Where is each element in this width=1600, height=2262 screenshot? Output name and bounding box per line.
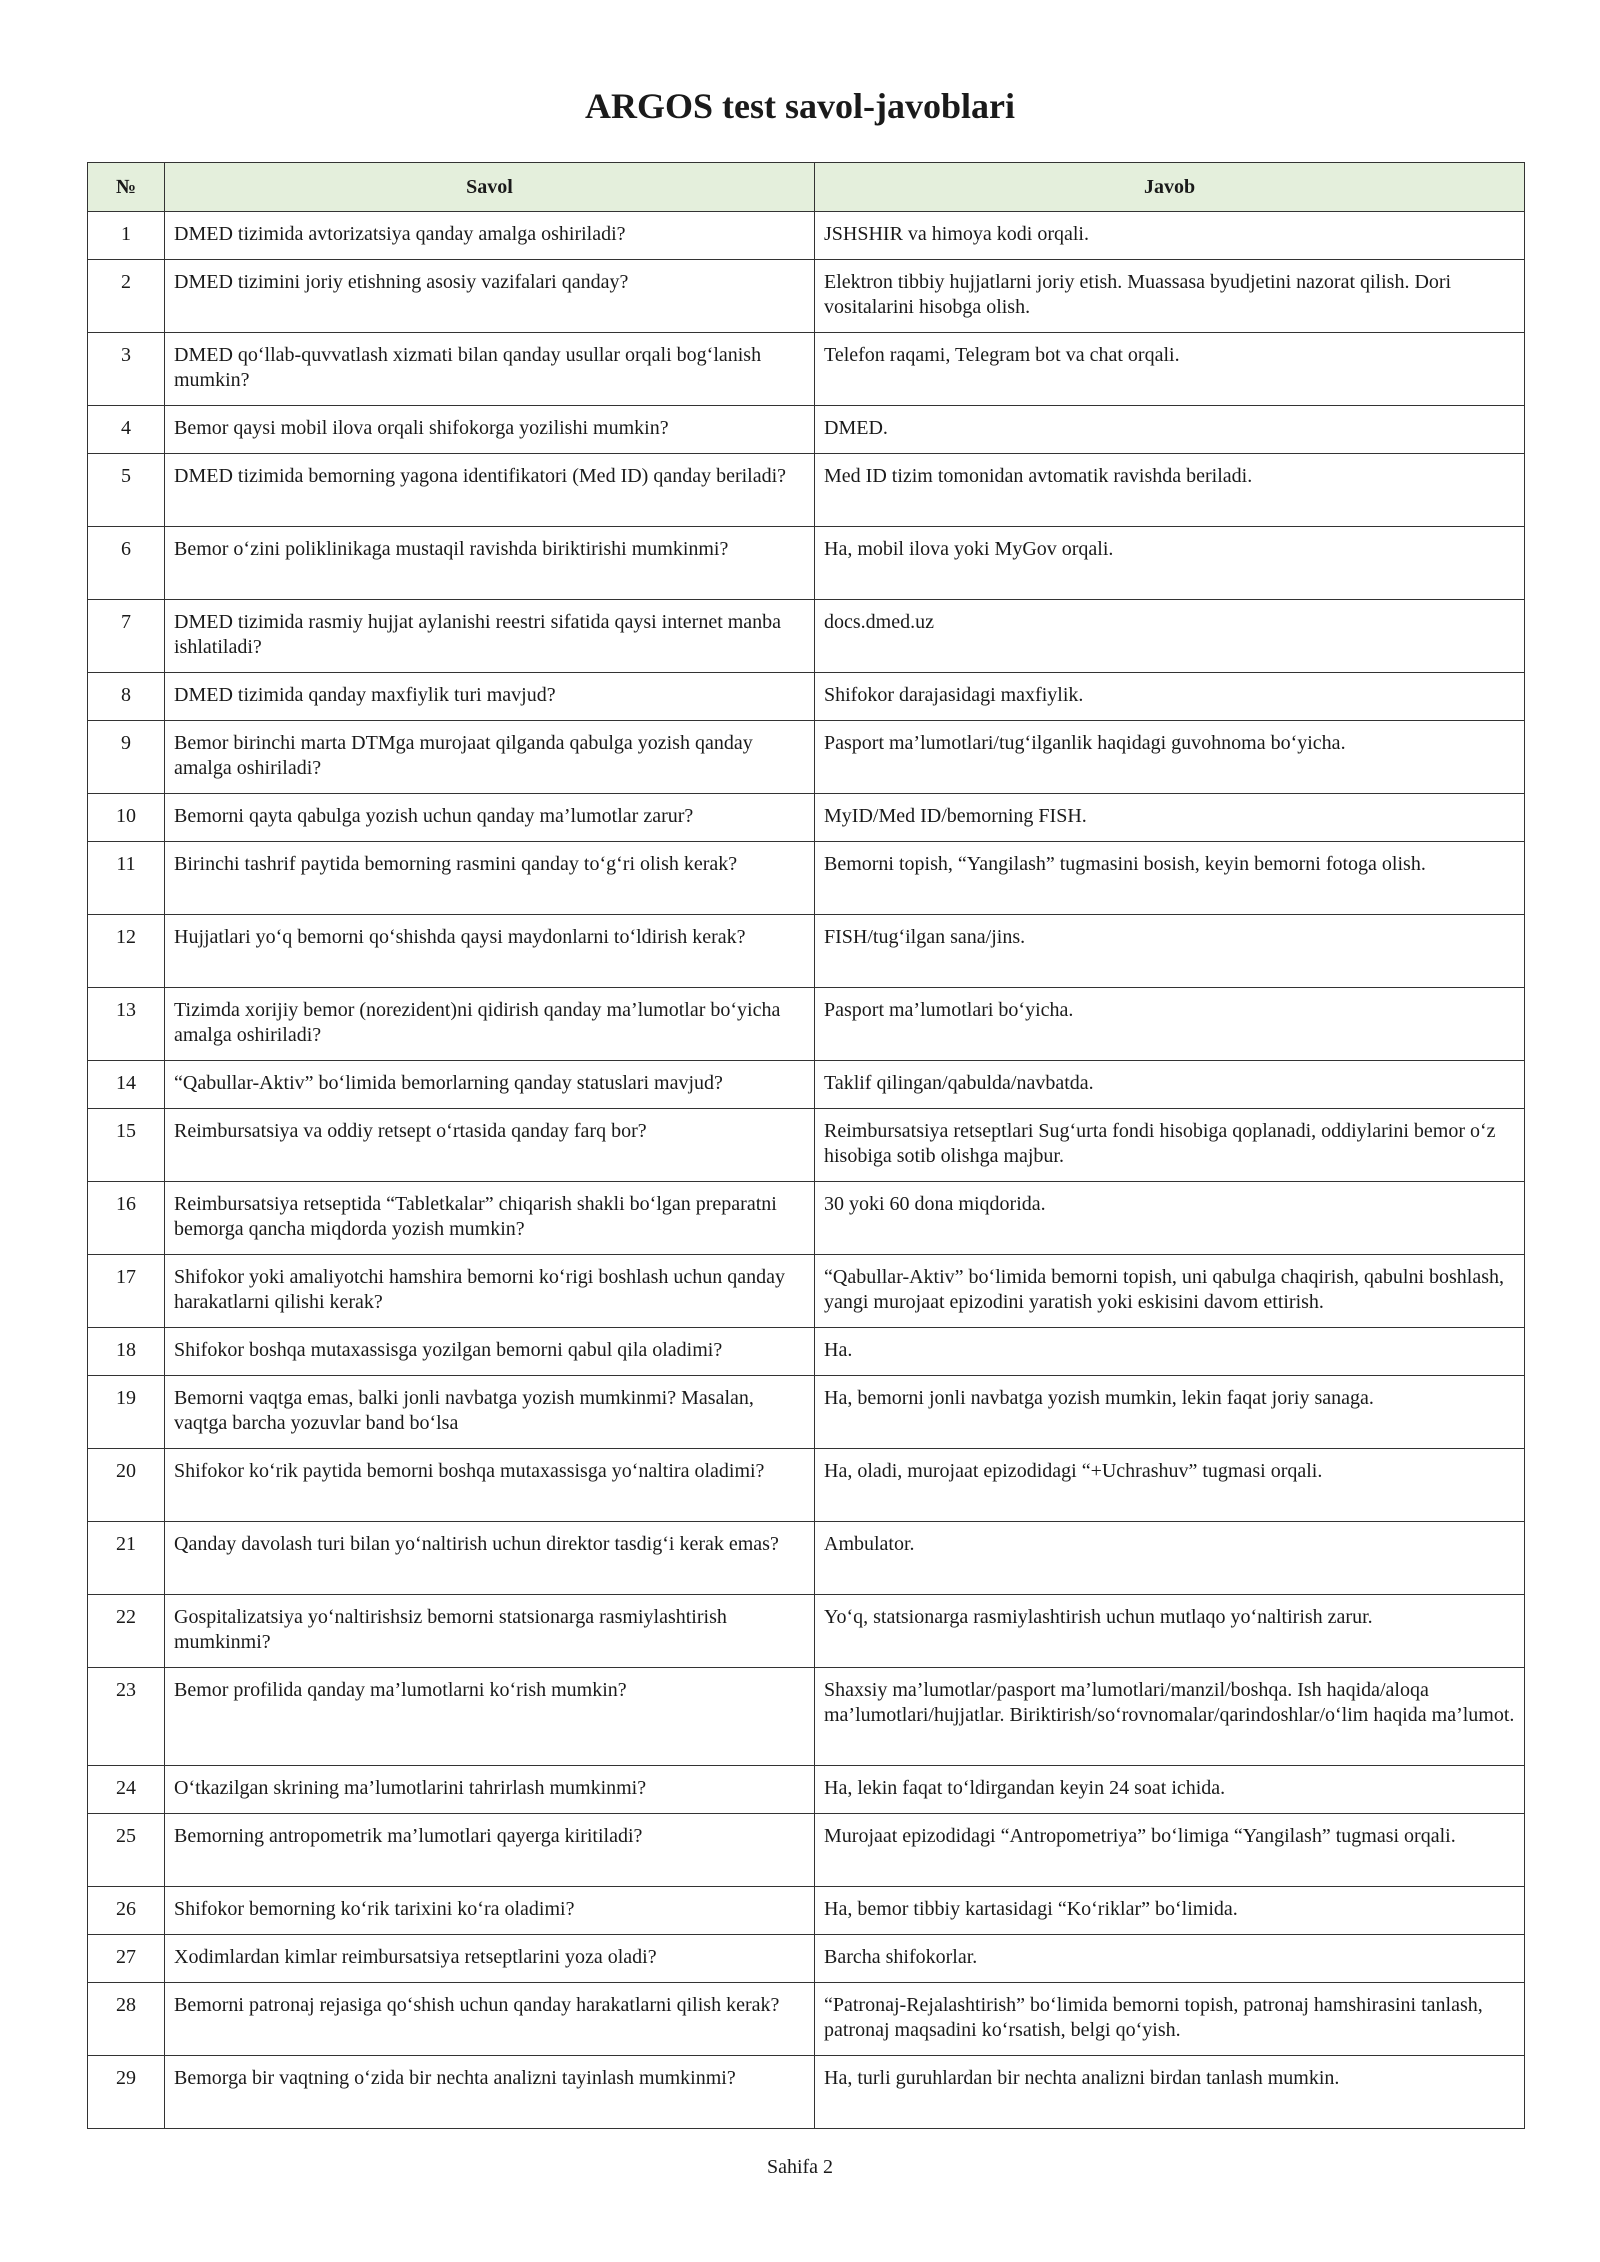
question-cell: Qanday davolash turi bilan yo‘naltirish uchun direktor tasdig‘i kerak emas? (165, 1522, 815, 1595)
question-cell: Bemorga bir vaqtning o‘zida bir nechta analizni tayinlash mumkinmi? (165, 2056, 815, 2129)
answer-cell: MyID/Med ID/bemorning FISH. (815, 794, 1525, 842)
question-cell: Shifokor yoki amaliyotchi hamshira bemorni ko‘rigi boshlash uchun qanday harakatlarni qilishi kerak? (165, 1255, 815, 1328)
table-row (88, 1887, 1525, 1935)
row-number: 24 (88, 1766, 165, 1814)
table-row (88, 406, 1525, 454)
row-number: 25 (88, 1814, 165, 1887)
question-cell: Hujjatlari yo‘q bemorni qo‘shishda qaysi maydonlarni to‘ldirish kerak? (165, 915, 815, 988)
answer-cell: “Qabullar-Aktiv” bo‘limida bemorni topish, uni qabulga chaqirish, qabulni boshlash, yangi murojaat epizodini yaratish yoki eskisini davom ettirish. (815, 1255, 1525, 1328)
answer-cell: Ha, bemor tibbiy kartasidagi “Ko‘riklar” bo‘limida. (815, 1887, 1525, 1935)
answer-cell: Ha, bemorni jonli navbatga yozish mumkin, lekin faqat joriy sanaga. (815, 1376, 1525, 1449)
question-cell: Shifokor ko‘rik paytida bemorni boshqa mutaxassisga yo‘naltira oladimi? (165, 1449, 815, 1522)
question-cell: DMED qo‘llab-quvvatlash xizmati bilan qanday usullar orqali bog‘lanish mumkin? (165, 333, 815, 406)
row-number: 8 (88, 673, 165, 721)
row-number: 22 (88, 1595, 165, 1668)
answer-cell: Med ID tizim tomonidan avtomatik ravishda beriladi. (815, 454, 1525, 527)
answer-cell: Pasport ma’lumotlari/tug‘ilganlik haqidagi guvohnoma bo‘yicha. (815, 721, 1525, 794)
table-row (88, 842, 1525, 915)
answer-cell: Barcha shifokorlar. (815, 1935, 1525, 1983)
table-row (88, 1668, 1525, 1766)
table-row (88, 260, 1525, 333)
table-row (88, 1522, 1525, 1595)
question-cell: Gospitalizatsiya yo‘naltirishsiz bemorni statsionarga rasmiylashtirish mumkinmi? (165, 1595, 815, 1668)
question-cell: Shifokor bemorning ko‘rik tarixini ko‘ra oladimi? (165, 1887, 815, 1935)
table-header-row (88, 163, 1525, 212)
row-number: 14 (88, 1061, 165, 1109)
row-number: 16 (88, 1182, 165, 1255)
row-number: 29 (88, 2056, 165, 2129)
question-cell: Bemorni vaqtga emas, balki jonli navbatga yozish mumkinmi? Masalan, vaqtga barcha yozuvlar band bo‘lsa (165, 1376, 815, 1449)
question-cell: DMED tizimini joriy etishning asosiy vazifalari qanday? (165, 260, 815, 333)
table-row (88, 1376, 1525, 1449)
row-number: 19 (88, 1376, 165, 1449)
table-row (88, 1061, 1525, 1109)
question-cell: Bemor qaysi mobil ilova orqali shifokorga yozilishi mumkin? (165, 406, 815, 454)
row-number: 13 (88, 988, 165, 1061)
row-number: 23 (88, 1668, 165, 1766)
answer-cell: DMED. (815, 406, 1525, 454)
question-cell: O‘tkazilgan skrining ma’lumotlarini tahrirlash mumkinmi? (165, 1766, 815, 1814)
table-row (88, 1766, 1525, 1814)
row-number: 17 (88, 1255, 165, 1328)
answer-cell: Ha, mobil ilova yoki MyGov orqali. (815, 527, 1525, 600)
answer-cell: Ha. (815, 1328, 1525, 1376)
question-cell: Shifokor boshqa mutaxassisga yozilgan bemorni qabul qila oladimi? (165, 1328, 815, 1376)
answer-cell: “Patronaj-Rejalashtirish” bo‘limida bemorni topish, patronaj hamshirasini tanlash, patronaj maqsadini ko‘rsatish, belgi qo‘yish. (815, 1983, 1525, 2056)
table-row (88, 915, 1525, 988)
table-row (88, 988, 1525, 1061)
row-number: 21 (88, 1522, 165, 1595)
table-row (88, 212, 1525, 260)
question-cell: Xodimlardan kimlar reimbursatsiya retseptlarini yoza oladi? (165, 1935, 815, 1983)
row-number: 26 (88, 1887, 165, 1935)
row-number: 28 (88, 1983, 165, 2056)
row-number: 20 (88, 1449, 165, 1522)
answer-cell: JSHSHIR va himoya kodi orqali. (815, 212, 1525, 260)
row-number: 3 (88, 333, 165, 406)
table-row (88, 1328, 1525, 1376)
column-header-number: № (88, 163, 165, 212)
table-row (88, 1109, 1525, 1182)
table-row (88, 527, 1525, 600)
question-cell: Tizimda xorijiy bemor (norezident)ni qidirish qanday ma’lumotlar bo‘yicha amalga oshiriladi? (165, 988, 815, 1061)
table-row (88, 794, 1525, 842)
table-row (88, 1814, 1525, 1887)
qa-table (87, 162, 1525, 2129)
table-row (88, 721, 1525, 794)
row-number: 10 (88, 794, 165, 842)
answer-cell: Reimbursatsiya retseptlari Sug‘urta fondi hisobiga qoplanadi, oddiylarini bemor o‘z hisobiga sotib olishga majbur. (815, 1109, 1525, 1182)
table-row (88, 673, 1525, 721)
row-number: 7 (88, 600, 165, 673)
table-row (88, 1449, 1525, 1522)
question-cell: “Qabullar-Aktiv” bo‘limida bemorlarning qanday statuslari mavjud? (165, 1061, 815, 1109)
answer-cell: Pasport ma’lumotlari bo‘yicha. (815, 988, 1525, 1061)
question-cell: Bemor birinchi marta DTMga murojaat qilganda qabulga yozish qanday amalga oshiriladi? (165, 721, 815, 794)
question-cell: Reimbursatsiya va oddiy retsept o‘rtasida qanday farq bor? (165, 1109, 815, 1182)
row-number: 9 (88, 721, 165, 794)
question-cell: Bemor profilida qanday ma’lumotlarni ko‘rish mumkin? (165, 1668, 815, 1766)
row-number: 27 (88, 1935, 165, 1983)
table-row (88, 1255, 1525, 1328)
table-row (88, 1182, 1525, 1255)
row-number: 5 (88, 454, 165, 527)
column-header-question: Savol (165, 163, 815, 212)
row-number: 4 (88, 406, 165, 454)
answer-cell: Ha, turli guruhlardan bir nechta analizni birdan tanlash mumkin. (815, 2056, 1525, 2129)
question-cell: DMED tizimida qanday maxfiylik turi mavjud? (165, 673, 815, 721)
answer-cell: 30 yoki 60 dona miqdorida. (815, 1182, 1525, 1255)
answer-cell: Ha, oladi, murojaat epizodidagi “+Uchrashuv” tugmasi orqali. (815, 1449, 1525, 1522)
row-number: 12 (88, 915, 165, 988)
page-number: Sahifa 2 (766, 2156, 834, 2178)
row-number: 11 (88, 842, 165, 915)
answer-cell: Bemorni topish, “Yangilash” tugmasini bosish, keyin bemorni fotoga olish. (815, 842, 1525, 915)
question-cell: DMED tizimida avtorizatsiya qanday amalga oshiriladi? (165, 212, 815, 260)
answer-cell: docs.dmed.uz (815, 600, 1525, 673)
page-title: ARGOS test savol-javoblari (585, 86, 1015, 126)
table-row (88, 1595, 1525, 1668)
question-cell: Birinchi tashrif paytida bemorning rasmini qanday to‘g‘ri olish kerak? (165, 842, 815, 915)
question-cell: DMED tizimida bemorning yagona identifikatori (Med ID) qanday beriladi? (165, 454, 815, 527)
answer-cell: Telefon raqami, Telegram bot va chat orqali. (815, 333, 1525, 406)
question-cell: Bemorni patronaj rejasiga qo‘shish uchun qanday harakatlarni qilish kerak? (165, 1983, 815, 2056)
question-cell: Reimbursatsiya retseptida “Tabletkalar” chiqarish shakli bo‘lgan preparatni bemorga qancha miqdorda yozish mumkin? (165, 1182, 815, 1255)
answer-cell: Murojaat epizodidagi “Antropometriya” bo‘limiga “Yangilash” tugmasi orqali. (815, 1814, 1525, 1887)
answer-cell: Shaxsiy ma’lumotlar/pasport ma’lumotlari/manzil/boshqa. Ish haqida/aloqa ma’lumotlari/hujjatlar. Biriktirish/so‘rovnomalar/qarindoshlar/o‘lim haqida ma’lumot. (815, 1668, 1525, 1766)
table-row (88, 454, 1525, 527)
table-row (88, 1935, 1525, 1983)
row-number: 2 (88, 260, 165, 333)
question-cell: Bemorning antropometrik ma’lumotlari qayerga kiritiladi? (165, 1814, 815, 1887)
table-row (88, 1983, 1525, 2056)
row-number: 1 (88, 212, 165, 260)
answer-cell: Taklif qilingan/qabulda/navbatda. (815, 1061, 1525, 1109)
row-number: 15 (88, 1109, 165, 1182)
question-cell: Bemorni qayta qabulga yozish uchun qanday ma’lumotlar zarur? (165, 794, 815, 842)
column-header-answer: Javob (815, 163, 1525, 212)
question-cell: Bemor o‘zini poliklinikaga mustaqil ravishda biriktirishi mumkinmi? (165, 527, 815, 600)
table-row (88, 600, 1525, 673)
answer-cell: Yo‘q, statsionarga rasmiylashtirish uchun mutlaqo yo‘naltirish zarur. (815, 1595, 1525, 1668)
answer-cell: FISH/tug‘ilgan sana/jins. (815, 915, 1525, 988)
answer-cell: Shifokor darajasidagi maxfiylik. (815, 673, 1525, 721)
row-number: 6 (88, 527, 165, 600)
table-row (88, 333, 1525, 406)
answer-cell: Elektron tibbiy hujjatlarni joriy etish. Muassasa byudjetini nazorat qilish. Dori vositalarini hisobga olish. (815, 260, 1525, 333)
row-number: 18 (88, 1328, 165, 1376)
question-cell: DMED tizimida rasmiy hujjat aylanishi reestri sifatida qaysi internet manba ishlatiladi? (165, 600, 815, 673)
answer-cell: Ambulator. (815, 1522, 1525, 1595)
answer-cell: Ha, lekin faqat to‘ldirgandan keyin 24 soat ichida. (815, 1766, 1525, 1814)
table-row (88, 2056, 1525, 2129)
